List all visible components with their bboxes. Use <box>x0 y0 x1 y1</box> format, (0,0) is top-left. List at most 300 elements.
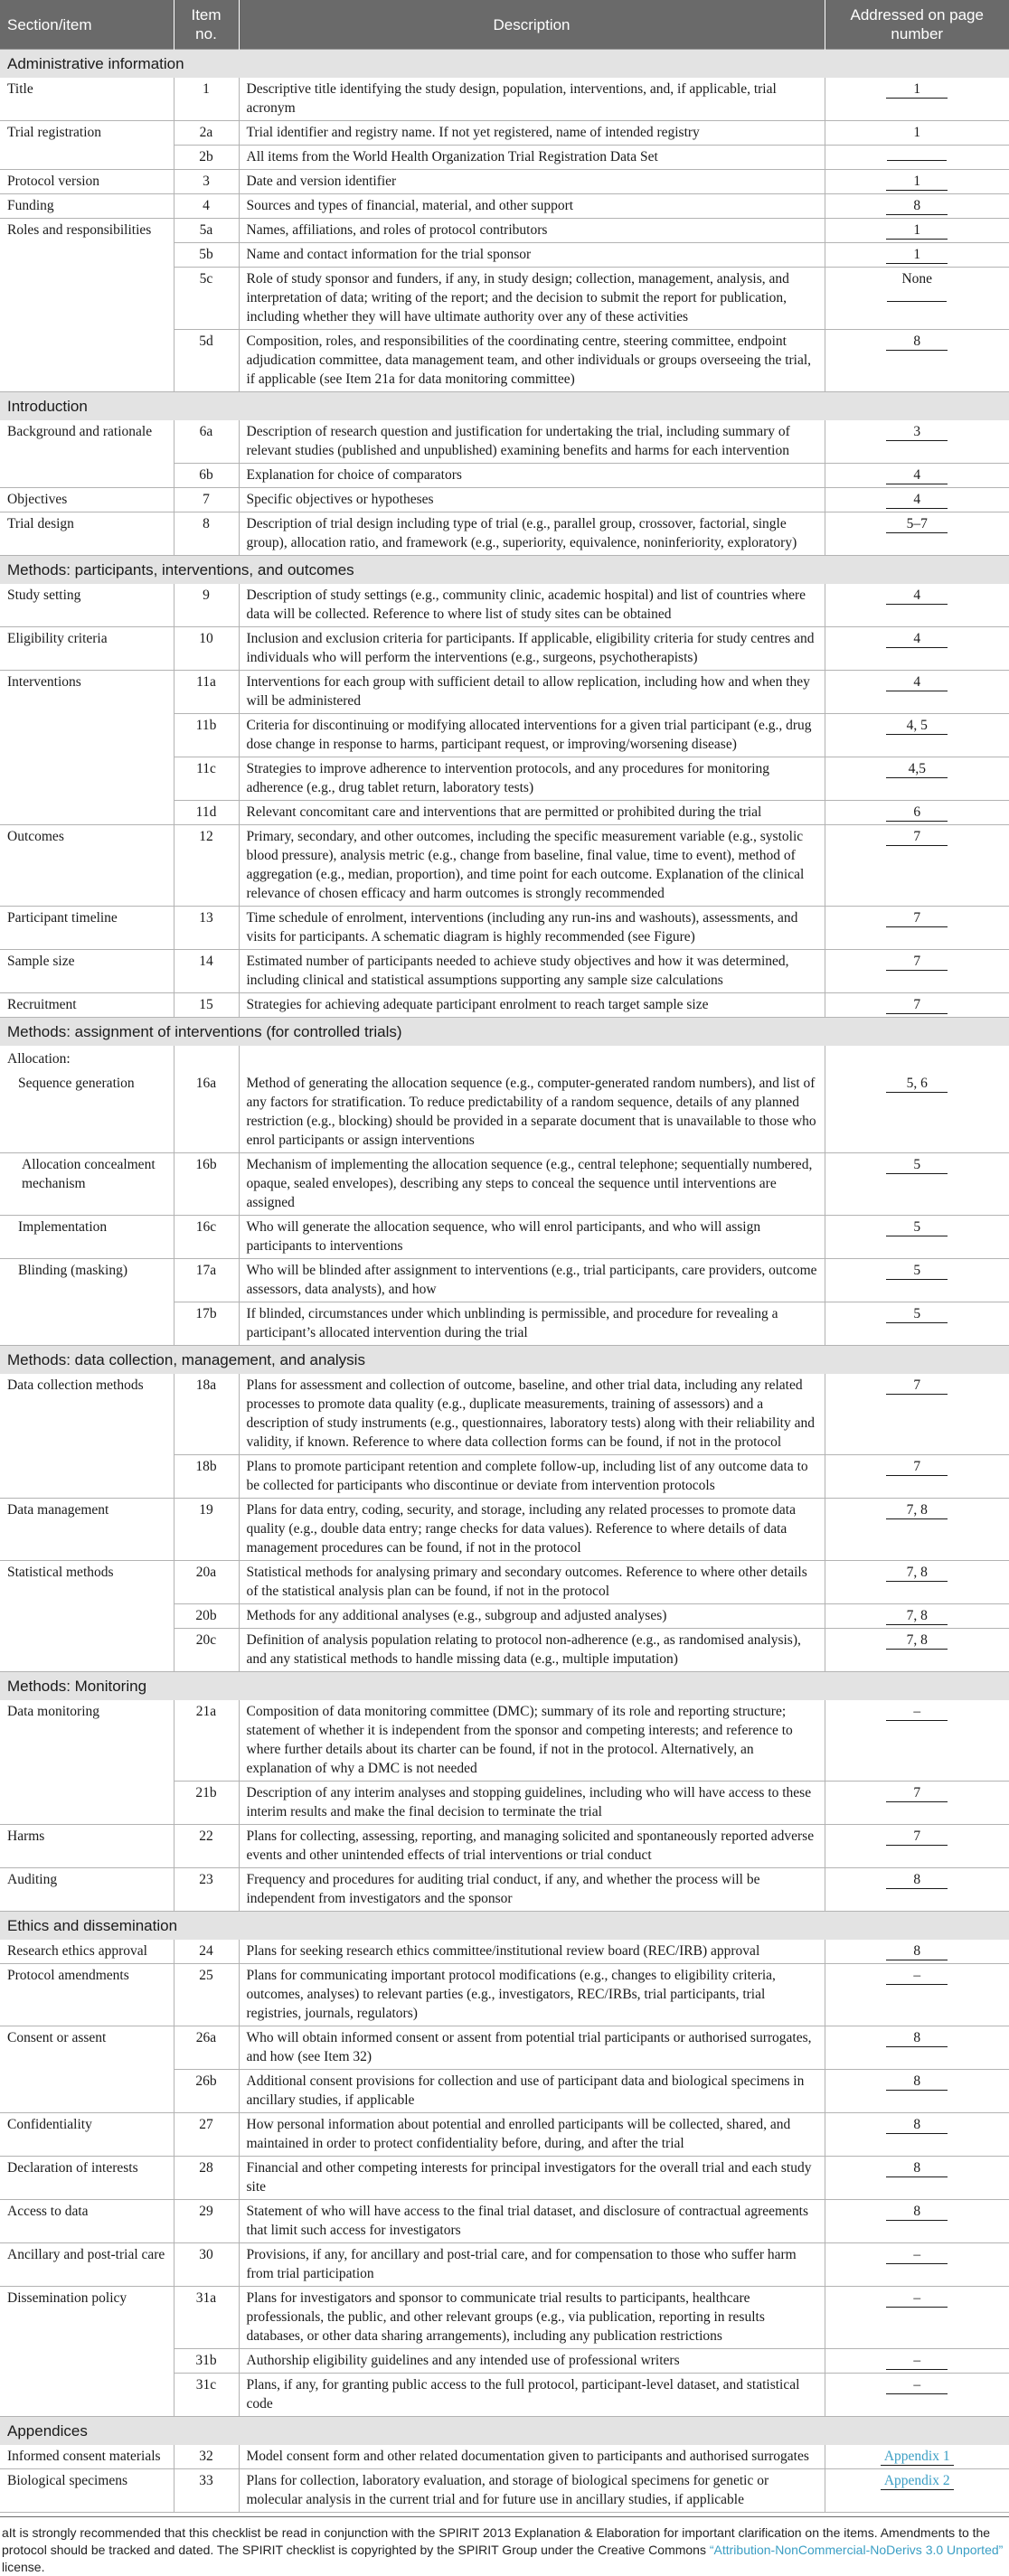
checklist-row <box>0 1216 1009 1259</box>
page-number-cell <box>825 1700 1009 1782</box>
checklist-row <box>0 950 1009 993</box>
item-number: 5d <box>174 330 239 392</box>
item-number: 1 <box>174 78 239 121</box>
item-section-name: Dissemination policy <box>0 2287 174 2417</box>
item-number: 27 <box>174 2113 239 2157</box>
item-section-name: Data management <box>0 1499 174 1561</box>
item-number: 16b <box>174 1153 239 1216</box>
item-section-name: Title <box>0 78 174 121</box>
item-number: 33 <box>174 2469 239 2513</box>
item-description: Who will obtain informed consent or assent from potential trial participants or authorised surrogates, and how (see Item 32) <box>239 2026 825 2070</box>
appendix-link[interactable]: Appendix 2 <box>881 2473 954 2490</box>
item-description: Financial and other competing interests for principal investigators for the overall trial and each study site <box>239 2157 825 2200</box>
page-number: 5 <box>886 1306 948 1323</box>
page-number: 7 <box>886 910 948 927</box>
page-number: 7 <box>886 1459 948 1476</box>
page-number: 4 <box>886 492 948 509</box>
page-number-cell <box>825 1499 1009 1561</box>
header-item-no: Item no. <box>174 0 239 50</box>
item-description: Mechanism of implementing the allocation sequence (e.g., central telephone; sequentially numbered, opaque, sealed envelopes), describing any steps to conceal the sequence until interventions are assigned <box>239 1153 825 1216</box>
item-description: Names, affiliations, and roles of protocol contributors <box>239 219 825 243</box>
table-footnote <box>0 2516 1009 2576</box>
checklist-row <box>0 1374 1009 1455</box>
item-number: 20c <box>174 1629 239 1672</box>
item-section-name: Data collection methods <box>0 1374 174 1499</box>
item-number: 10 <box>174 627 239 671</box>
page-number-cell <box>825 1825 1009 1868</box>
item-number: 12 <box>174 825 239 907</box>
item-number: 16a <box>174 1072 239 1153</box>
page-number: 7, 8 <box>886 1502 948 1519</box>
page-number: 8 <box>886 334 948 351</box>
item-description: If blinded, circumstances under which unblinding is permissible, and procedure for revealing a participant’s allocated intervention during the trial <box>239 1302 825 1346</box>
item-number: 21b <box>174 1782 239 1825</box>
page-number-cell <box>825 2374 1009 2417</box>
page-number-cell <box>825 1216 1009 1259</box>
item-section-name: Data monitoring <box>0 1700 174 1825</box>
item-section-name: Interventions <box>0 671 174 825</box>
item-description: Description of any interim analyses and stopping guidelines, including who will have access to these interim results and make the final decision to terminate the trial <box>239 1782 825 1825</box>
page-number: – <box>886 1968 948 1985</box>
item-number: 3 <box>174 170 239 194</box>
empty-cell <box>239 1046 825 1072</box>
section-heading: Administrative information <box>0 50 1009 79</box>
section-heading-row <box>0 556 1009 585</box>
item-number: 6b <box>174 464 239 488</box>
page-number: 8 <box>886 2073 948 2091</box>
item-description: Definition of analysis population relating to protocol non-adherence (e.g., as randomised analysis), and any statistical methods to handle missing data (e.g., multiple imputation) <box>239 1629 825 1672</box>
item-description: Strategies for achieving adequate participant enrolment to reach target sample size <box>239 993 825 1018</box>
item-section-name: Ancillary and post-trial care <box>0 2243 174 2287</box>
blank-page-line <box>887 147 947 161</box>
page-number-cell <box>825 2070 1009 2113</box>
page-number-cell <box>825 1455 1009 1499</box>
item-number: 18b <box>174 1455 239 1499</box>
item-section-name: Background and rationale <box>0 420 174 488</box>
item-number: 17b <box>174 1302 239 1346</box>
page-number: 3 <box>886 424 948 441</box>
page-number-cell <box>825 1302 1009 1346</box>
item-number: 11d <box>174 801 239 825</box>
checklist-row <box>0 671 1009 714</box>
item-number: 32 <box>174 2445 239 2469</box>
item-description: Descriptive title identifying the study design, population, interventions, and, if applicable, trial acronym <box>239 78 825 121</box>
item-section-name: Research ethics approval <box>0 1940 174 1964</box>
license-link[interactable]: “Attribution-NonCommercial-NoDerivs 3.0 Unported” <box>709 2543 1004 2557</box>
blank-page-line <box>887 288 947 302</box>
appendix-link[interactable]: Appendix 1 <box>881 2449 954 2466</box>
checklist-row <box>0 825 1009 907</box>
page-number: 1 <box>886 174 948 191</box>
page-number-cell <box>825 757 1009 801</box>
item-number: 20b <box>174 1604 239 1629</box>
item-description: Name and contact information for the trial sponsor <box>239 243 825 268</box>
checklist-row <box>0 488 1009 512</box>
checklist-row <box>0 584 1009 627</box>
page-number: 8 <box>886 2030 948 2047</box>
item-number: 5a <box>174 219 239 243</box>
item-description: Inclusion and exclusion criteria for participants. If applicable, eligibility criteria for study centres and individuals who will perform the interventions (e.g., surgeons, psychotherapists) <box>239 627 825 671</box>
checklist-row <box>0 1153 1009 1216</box>
item-description: Composition of data monitoring committee (DMC); summary of its role and reporting structure; statement of whether it is independent from the sponsor and competing interests; and reference to where further details about its charter can be found, if not in the protocol. Alternatively, an explanation of why a DMC is not needed <box>239 1700 825 1782</box>
page-number-cell <box>825 2200 1009 2243</box>
section-heading: Methods: Monitoring <box>0 1672 1009 1701</box>
item-section-name: Participant timeline <box>0 907 174 950</box>
page-number: 1 <box>886 81 948 99</box>
checklist-row <box>0 1700 1009 1782</box>
checklist-row <box>0 627 1009 671</box>
item-number: 26b <box>174 2070 239 2113</box>
item-section-name: Eligibility criteria <box>0 627 174 671</box>
page-number: 5 <box>886 1263 948 1280</box>
section-heading: Appendices <box>0 2417 1009 2446</box>
item-number: 9 <box>174 584 239 627</box>
page-number: 7, 8 <box>886 1608 948 1625</box>
page-number-cell <box>825 1259 1009 1302</box>
checklist-row <box>0 170 1009 194</box>
item-description: Trial identifier and registry name. If not yet registered, name of intended registry <box>239 121 825 146</box>
page-number-cell <box>825 2113 1009 2157</box>
item-description: Sources and types of financial, material, and other support <box>239 194 825 219</box>
item-description: Plans for communicating important protocol modifications (e.g., changes to eligibility criteria, outcomes, analyses) to relevant parties (e.g., investigators, REC/IRBs, trial participants, trial registries, journals, regulators) <box>239 1964 825 2026</box>
item-section-name: Access to data <box>0 2200 174 2243</box>
item-section-name: Recruitment <box>0 993 174 1018</box>
item-number: 6a <box>174 420 239 464</box>
page-number-cell <box>825 2026 1009 2070</box>
checklist-row <box>0 1964 1009 2026</box>
page-number-cell <box>825 993 1009 1018</box>
checklist-row <box>0 121 1009 146</box>
page-number-cell <box>825 2287 1009 2349</box>
item-section-name: Study setting <box>0 584 174 627</box>
item-section-name: Confidentiality <box>0 2113 174 2157</box>
item-description: Frequency and procedures for auditing trial conduct, if any, and whether the process will be independent from investigators and the sponsor <box>239 1868 825 1912</box>
page-number-cell <box>825 268 1009 330</box>
page-number-cell <box>825 1868 1009 1912</box>
section-heading-row <box>0 1018 1009 1047</box>
page-number: 4 <box>886 467 948 484</box>
footnote-tail: license. <box>2 2560 45 2574</box>
page-number-cell <box>825 420 1009 464</box>
checklist-row <box>0 1561 1009 1604</box>
item-description: Plans, if any, for granting public access to the full protocol, participant-level dataset, and statistical code <box>239 2374 825 2417</box>
checklist-row <box>0 194 1009 219</box>
item-description: Description of trial design including type of trial (e.g., parallel group, crossover, factorial, single group), allocation ratio, and framework (e.g., superiority, equivalence, noninferiority, exploratory) <box>239 512 825 556</box>
section-heading: Introduction <box>0 392 1009 421</box>
checklist-row <box>0 1072 1009 1153</box>
checklist-row <box>0 2026 1009 2070</box>
page-number-cell <box>825 2469 1009 2513</box>
checklist-row <box>0 420 1009 464</box>
page-number: 5 <box>886 1219 948 1236</box>
page-number-cell <box>825 146 1009 170</box>
item-description: Statement of who will have access to the final trial dataset, and disclosure of contractual agreements that limit such access for investigators <box>239 2200 825 2243</box>
page-number: 1 <box>886 247 948 264</box>
item-number: 21a <box>174 1700 239 1782</box>
item-number: 26a <box>174 2026 239 2070</box>
page-number-cell <box>825 801 1009 825</box>
subheading-row <box>0 1046 1009 1072</box>
item-number: 23 <box>174 1868 239 1912</box>
page-number: 1 <box>886 222 948 240</box>
item-number: 7 <box>174 488 239 512</box>
page-number: 5–7 <box>886 516 948 533</box>
item-description: Criteria for discontinuing or modifying allocated interventions for a given trial participant (e.g., drug dose change in response to harms, participant request, or improving/worsening disease) <box>239 714 825 757</box>
item-description: Method of generating the allocation sequence (e.g., computer-generated random numbers), and list of any factors for stratification. To reduce predictability of a random sequence, details of any planned restriction (e.g., blocking) should be provided in a separate document that is unavailable to those who enrol participants or assign interventions <box>239 1072 825 1153</box>
item-number: 18a <box>174 1374 239 1455</box>
section-heading-row <box>0 392 1009 421</box>
item-number: 19 <box>174 1499 239 1561</box>
page-number: 5, 6 <box>886 1076 948 1093</box>
item-description: Plans to promote participant retention and complete follow-up, including list of any outcome data to be collected for participants who discontinue or deviate from intervention protocols <box>239 1455 825 1499</box>
section-heading-row <box>0 1346 1009 1375</box>
page-number: 4,5 <box>886 761 948 778</box>
item-number: 30 <box>174 2243 239 2287</box>
item-number: 2a <box>174 121 239 146</box>
page-number: – <box>886 2290 948 2308</box>
checklist-row <box>0 1825 1009 1868</box>
page-number-cell <box>825 219 1009 243</box>
checklist-row <box>0 2113 1009 2157</box>
checklist-row <box>0 993 1009 1018</box>
item-number: 8 <box>174 512 239 556</box>
page-number: 7 <box>886 997 948 1014</box>
item-section-name: Roles and responsibilities <box>0 219 174 392</box>
item-section-name: Protocol amendments <box>0 1964 174 2026</box>
page-number-cell <box>825 1072 1009 1153</box>
checklist-row <box>0 2243 1009 2287</box>
page-number-cell <box>825 1964 1009 2026</box>
item-number: 5c <box>174 268 239 330</box>
page-number: 1 <box>913 125 921 140</box>
item-number: 17a <box>174 1259 239 1302</box>
page-number-cell <box>825 170 1009 194</box>
header-section-item: Section/item <box>0 0 174 50</box>
page-number: 4 <box>886 631 948 648</box>
page-number: 7, 8 <box>886 1632 948 1650</box>
page-number-cell <box>825 671 1009 714</box>
page-number: – <box>886 1704 948 1721</box>
checklist-row <box>0 2469 1009 2513</box>
page-number: 4 <box>886 588 948 605</box>
item-section-name: Trial registration <box>0 121 174 170</box>
item-number: 16c <box>174 1216 239 1259</box>
page-number: 8 <box>886 1943 948 1960</box>
item-section-name: Harms <box>0 1825 174 1868</box>
page-number-cell <box>825 121 1009 146</box>
item-description: Plans for investigators and sponsor to communicate trial results to participants, healthcare professionals, the public, and other relevant groups (e.g., via publication, reporting in results databases, or other data sharing arrangements), including any publication restrictions <box>239 2287 825 2349</box>
page-number: 8 <box>886 2117 948 2134</box>
checklist-row <box>0 2200 1009 2243</box>
checklist-row <box>0 2287 1009 2349</box>
item-section-name: Trial design <box>0 512 174 556</box>
page-number-cell <box>825 78 1009 121</box>
page-number-cell <box>825 825 1009 907</box>
item-section-name: Objectives <box>0 488 174 512</box>
checklist-row <box>0 907 1009 950</box>
page-number-cell <box>825 1153 1009 1216</box>
item-description: Provisions, if any, for ancillary and post-trial care, and for compensation to those who suffer harm from trial participation <box>239 2243 825 2287</box>
item-number: 31c <box>174 2374 239 2417</box>
page-number-cell <box>825 1374 1009 1455</box>
page-number: 7 <box>886 1829 948 1846</box>
empty-cell <box>825 1046 1009 1072</box>
page-number: 8 <box>886 198 948 215</box>
item-section-name: Sample size <box>0 950 174 993</box>
checklist-row <box>0 1259 1009 1302</box>
page-number-cell <box>825 1561 1009 1604</box>
table-header-row <box>0 0 1009 50</box>
page-number: – <box>886 2353 948 2370</box>
header-addressed-page: Addressed on page number <box>825 0 1009 50</box>
item-section-name: Consent or assent <box>0 2026 174 2113</box>
page-number-cell <box>825 464 1009 488</box>
page-number-cell <box>825 2157 1009 2200</box>
page-number: 7 <box>886 829 948 846</box>
item-number: 2b <box>174 146 239 170</box>
item-description: Plans for collecting, assessing, reporting, and managing solicited and spontaneously reported adverse events and other unintended effects of trial interventions or trial conduct <box>239 1825 825 1868</box>
footnote-text: aIt is strongly recommended that this checklist be read in conjunction with the SPIRIT 2013 Explanation & Elaboration for important clarification on the items. Amendments to the protocol should be tracked and dated. The SPIRIT checklist is copyrighted by the SPIRIT Group under the Creative Commons <box>2 2525 991 2557</box>
item-description: Plans for data entry, coding, security, and storage, including any related processes to promote data quality (e.g., double data entry; range checks for data values). Reference to where details of data management procedures can be found, if not in the protocol <box>239 1499 825 1561</box>
item-description: Description of research question and justification for undertaking the trial, including summary of relevant studies (published and unpublished) examining benefits and harms for each intervention <box>239 420 825 464</box>
item-description: Estimated number of participants needed to achieve study objectives and how it was determined, including clinical and statistical assumptions supporting any sample size calculations <box>239 950 825 993</box>
page-number-cell <box>825 194 1009 219</box>
item-section-name: Sequence generation <box>0 1072 174 1153</box>
item-section-name: Declaration of interests <box>0 2157 174 2200</box>
checklist-row <box>0 219 1009 243</box>
item-section-name: Implementation <box>0 1216 174 1259</box>
item-description: Plans for assessment and collection of outcome, baseline, and other trial data, including any related processes to promote data quality (e.g., duplicate measurements, training of assessors) and a description of study instruments (e.g., questionnaires, laboratory tests) along with their reliability and validity, if known. Reference to where data collection forms can be found, if not in the protocol <box>239 1374 825 1455</box>
item-number: 25 <box>174 1964 239 2026</box>
item-description: Description of study settings (e.g., community clinic, academic hospital) and list of countries where data will be collected. Reference to where list of study sites can be obtained <box>239 584 825 627</box>
item-section-name: Outcomes <box>0 825 174 907</box>
item-description: Relevant concomitant care and interventions that are permitted or prohibited during the trial <box>239 801 825 825</box>
section-heading: Methods: data collection, management, and analysis <box>0 1346 1009 1375</box>
page-number: 7 <box>886 1377 948 1395</box>
section-heading-row <box>0 1912 1009 1941</box>
page-number: 8 <box>886 2160 948 2177</box>
item-description: Composition, roles, and responsibilities of the coordinating centre, steering committee, endpoint adjudication committee, data management team, and other individuals or groups overseeing the trial, if applicable (see Item 21a for data monitoring committee) <box>239 330 825 392</box>
page-number-cell <box>825 1940 1009 1964</box>
page-number-cell <box>825 950 1009 993</box>
page-number-cell <box>825 907 1009 950</box>
page-number-cell <box>825 1604 1009 1629</box>
item-description: Plans for collection, laboratory evaluation, and storage of biological specimens for genetic or molecular analysis in the current trial and for future use in ancillary studies, if applicable <box>239 2469 825 2513</box>
page-number-cell <box>825 2445 1009 2469</box>
item-number: 15 <box>174 993 239 1018</box>
item-number: 29 <box>174 2200 239 2243</box>
page-number: 6 <box>886 804 948 822</box>
checklist-row <box>0 1940 1009 1964</box>
item-section-name: Allocation concealment mechanism <box>0 1153 174 1216</box>
page-number: 4, 5 <box>886 718 948 735</box>
item-number: 31a <box>174 2287 239 2349</box>
empty-cell <box>174 1046 239 1072</box>
item-description: Statistical methods for analysing primary and secondary outcomes. Reference to where other details of the statistical analysis plan can be found, if not in the protocol <box>239 1561 825 1604</box>
item-description: Strategies to improve adherence to intervention protocols, and any procedures for monitoring adherence (e.g., drug tablet return, laboratory tests) <box>239 757 825 801</box>
item-number: 31b <box>174 2349 239 2374</box>
item-description: Role of study sponsor and funders, if any, in study design; collection, management, analysis, and interpretation of data; writing of the report; and the decision to submit the report for publication, including whether they will have ultimate authority over any of these activities <box>239 268 825 330</box>
item-description: Primary, secondary, and other outcomes, including the specific measurement variable (e.g., systolic blood pressure), analysis metric (e.g., change from baseline, final value, time to event), method of aggregation (e.g., median, proportion), and time point for each outcome. Explanation of the clinical relevance of chosen efficacy and harm outcomes is strongly recommended <box>239 825 825 907</box>
item-section-name: Funding <box>0 194 174 219</box>
allocation-subheading: Allocation: <box>0 1046 174 1072</box>
item-description: All items from the World Health Organization Trial Registration Data Set <box>239 146 825 170</box>
checklist-row <box>0 78 1009 121</box>
page-number: – <box>886 2247 948 2264</box>
page-number: 7 <box>886 1785 948 1802</box>
item-section-name: Informed consent materials <box>0 2445 174 2469</box>
item-number: 13 <box>174 907 239 950</box>
checklist-row <box>0 1499 1009 1561</box>
item-description: Who will be blinded after assignment to interventions (e.g., trial participants, care providers, outcome assessors, data analysts), and how <box>239 1259 825 1302</box>
item-description: Time schedule of enrolment, interventions (including any run-ins and washouts), assessments, and visits for participants. A schematic diagram is highly recommended (see Figure) <box>239 907 825 950</box>
table-body <box>0 50 1009 2513</box>
item-number: 5b <box>174 243 239 268</box>
checklist-row <box>0 2157 1009 2200</box>
page-number-cell <box>825 488 1009 512</box>
section-heading: Ethics and dissemination <box>0 1912 1009 1941</box>
page-number-cell <box>825 330 1009 392</box>
item-number: 24 <box>174 1940 239 1964</box>
item-description: Who will generate the allocation sequence, who will enrol participants, and who will assign participants to interventions <box>239 1216 825 1259</box>
item-description: Date and version identifier <box>239 170 825 194</box>
item-section-name: Auditing <box>0 1868 174 1912</box>
item-number: 4 <box>174 194 239 219</box>
item-description: Model consent form and other related documentation given to participants and authorised surrogates <box>239 2445 825 2469</box>
page-number-cell <box>825 2243 1009 2287</box>
item-description: Specific objectives or hypotheses <box>239 488 825 512</box>
page-number-cell <box>825 512 1009 556</box>
item-description: Methods for any additional analyses (e.g., subgroup and adjusted analyses) <box>239 1604 825 1629</box>
page-number: 8 <box>886 1872 948 1889</box>
page-number-cell <box>825 2349 1009 2374</box>
checklist-row <box>0 512 1009 556</box>
item-description: Interventions for each group with sufficient detail to allow replication, including how and when they will be administered <box>239 671 825 714</box>
checklist-row <box>0 2445 1009 2469</box>
item-description: Plans for seeking research ethics committee/institutional review board (REC/IRB) approval <box>239 1940 825 1964</box>
item-number: 11c <box>174 757 239 801</box>
item-description: Additional consent provisions for collection and use of participant data and biological specimens in ancillary studies, if applicable <box>239 2070 825 2113</box>
section-heading: Methods: participants, interventions, and outcomes <box>0 556 1009 585</box>
section-heading-row <box>0 50 1009 79</box>
section-heading-row <box>0 1672 1009 1701</box>
page-number: – <box>886 2377 948 2394</box>
page-number-cell <box>825 584 1009 627</box>
item-number: 11b <box>174 714 239 757</box>
header-description: Description <box>239 0 825 50</box>
item-section-name: Protocol version <box>0 170 174 194</box>
item-section-name: Statistical methods <box>0 1561 174 1672</box>
section-heading: Methods: assignment of interventions (for controlled trials) <box>0 1018 1009 1047</box>
page-number-cell <box>825 627 1009 671</box>
page-number: None <box>901 271 933 287</box>
item-description: Authorship eligibility guidelines and any intended use of professional writers <box>239 2349 825 2374</box>
section-heading-row <box>0 2417 1009 2446</box>
page-number-cell <box>825 1782 1009 1825</box>
item-section-name: Biological specimens <box>0 2469 174 2513</box>
item-number: 28 <box>174 2157 239 2200</box>
page-number: 7 <box>886 954 948 971</box>
item-section-name: Blinding (masking) <box>0 1259 174 1346</box>
item-number: 14 <box>174 950 239 993</box>
item-description: How personal information about potential and enrolled participants will be collected, shared, and maintained in order to protect confidentiality before, during, and after the trial <box>239 2113 825 2157</box>
item-number: 20a <box>174 1561 239 1604</box>
page-number: 5 <box>886 1157 948 1174</box>
item-number: 22 <box>174 1825 239 1868</box>
checklist-row <box>0 1868 1009 1912</box>
page-number: 8 <box>886 2204 948 2221</box>
item-number: 11a <box>174 671 239 714</box>
